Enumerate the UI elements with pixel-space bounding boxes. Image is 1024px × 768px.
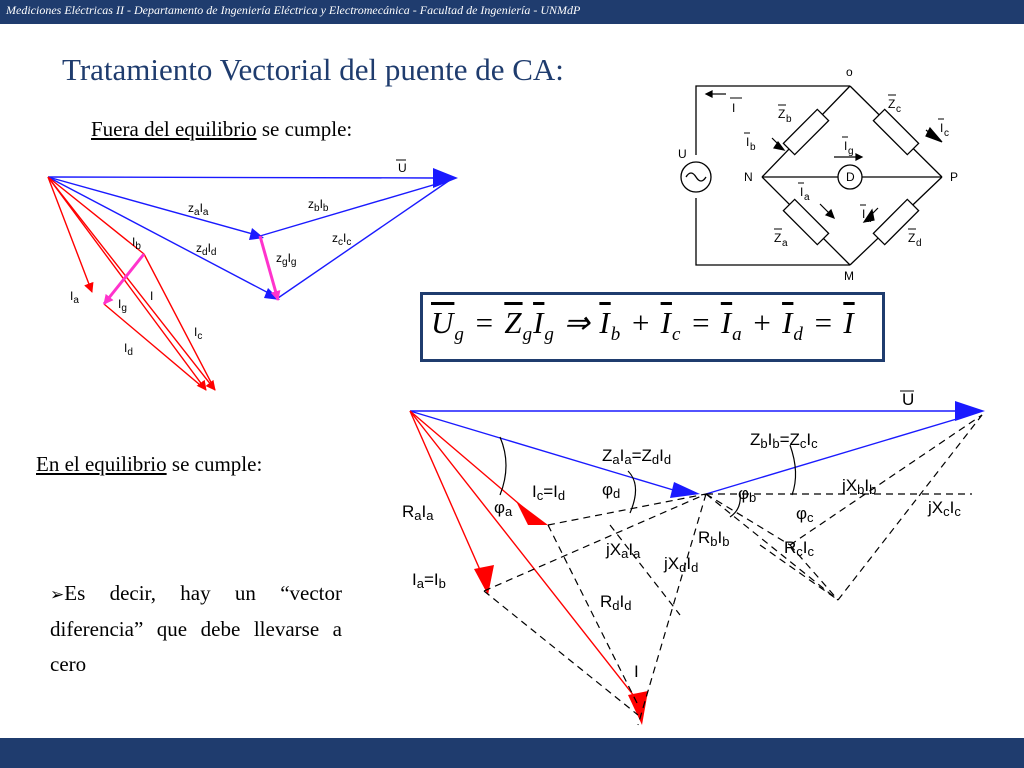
current-I-label: I bbox=[732, 101, 736, 115]
d1-zgIg-label: $z_gI_g$ bbox=[276, 251, 297, 268]
svg-text:a: a bbox=[804, 192, 810, 203]
d1-ia-label: $I_a$ bbox=[70, 289, 79, 306]
node-p-label: P bbox=[950, 170, 959, 184]
svg-text:b: b bbox=[750, 142, 756, 153]
header-text: Mediciones Eléctricas II - Departamento de Ingeniería Eléctrica y Electromecánica - Facultad de Ingeniería - UNMdP bbox=[6, 3, 581, 17]
d2-jXcIc-label: jXcIc bbox=[928, 498, 961, 519]
d2-U-label: U bbox=[902, 390, 915, 409]
d2-rbIb-label: RbIb bbox=[698, 528, 730, 549]
bridge-circuit bbox=[660, 60, 960, 290]
phasor-diagram-unbalanced bbox=[40, 150, 470, 410]
detector-label: D bbox=[846, 170, 855, 184]
d1-ic-label: $I_c$ bbox=[194, 325, 203, 342]
phasor-diagram-balanced bbox=[380, 385, 1000, 730]
svg-text:d: d bbox=[916, 238, 922, 249]
d1-zcIc-label: $z_cI_c$ bbox=[332, 231, 352, 248]
d1-I-label: I bbox=[150, 289, 154, 303]
ia-label: I bbox=[800, 185, 804, 199]
d2-icId-label: Ic=Id bbox=[532, 482, 566, 503]
svg-text:g: g bbox=[848, 146, 854, 157]
d1-zdId-label: $z_dI_d$ bbox=[196, 241, 217, 258]
d1-ib-label: $I_b$ bbox=[132, 235, 141, 252]
u-label: U bbox=[678, 147, 687, 161]
node-o-label: o bbox=[846, 65, 853, 79]
fuera-underlined: Fuera del equilibrio bbox=[91, 117, 257, 141]
d2-I-label: I bbox=[634, 662, 639, 681]
d2-jXbIb-label: jXbIb bbox=[842, 476, 877, 497]
slide-title: Tratamiento Vectorial del puente de CA: bbox=[62, 52, 564, 87]
d2-rcIc-label: RcIc bbox=[784, 538, 815, 559]
d2-phi-b-label: φb bbox=[738, 484, 757, 505]
node-n-label: N bbox=[744, 170, 753, 184]
svg-text:d: d bbox=[866, 214, 872, 225]
node-m-label: M bbox=[844, 269, 854, 283]
formula-box bbox=[420, 292, 885, 362]
id-label: I bbox=[862, 207, 866, 221]
d2-raIa-label: RaIa bbox=[402, 502, 434, 523]
formula: $\overline{U}_g = \overline{Z}_g\overline{I}_g$ ⇒ $\overline{I}_b + \overline{I}_c = \overline{I}_a + \overline{I}_d = \overline{I}$ bbox=[431, 305, 855, 346]
svg-text:c: c bbox=[896, 104, 901, 115]
ic-label: I bbox=[940, 121, 944, 135]
header-bar bbox=[0, 0, 1024, 24]
d2-phi-d-label: φd bbox=[602, 480, 621, 501]
d2-jXdId-label: jXdId bbox=[664, 554, 699, 575]
note-text: Es decir, hay un “vector diferencia” que debe llevarse a cero bbox=[50, 581, 342, 676]
d2-phi-c-label: φc bbox=[796, 504, 814, 525]
d1-ig-label: $I_g$ bbox=[118, 297, 127, 314]
ib-label: I bbox=[746, 135, 750, 149]
d1-id-label: $I_d$ bbox=[124, 341, 133, 358]
equilibrio-line bbox=[36, 452, 262, 477]
bullet-arrow-icon: ➢ bbox=[50, 585, 65, 604]
d2-rdId-label: RdId bbox=[600, 592, 632, 613]
d1-zaIa-label: $z_aI_a$ bbox=[188, 201, 209, 218]
d1-zbIb-label: $z_bI_b$ bbox=[308, 197, 329, 214]
svg-text:a: a bbox=[782, 238, 788, 249]
fuera-rest: se cumple: bbox=[256, 117, 353, 141]
d2-zbIb-eq-label: ZbIb=ZcIc bbox=[750, 430, 818, 451]
d2-jXaIa-label: jXaIa bbox=[606, 540, 641, 561]
note-paragraph bbox=[50, 576, 342, 682]
fuera-line bbox=[91, 117, 352, 142]
za-label: Z bbox=[774, 231, 782, 245]
footer-bar bbox=[0, 738, 1024, 768]
d1-U-label: U bbox=[398, 161, 407, 175]
zd-label: Z bbox=[908, 231, 916, 245]
zc-label: Z bbox=[888, 97, 896, 111]
svg-text:b: b bbox=[786, 114, 792, 125]
d2-iaIb-label: Ia=Ib bbox=[412, 570, 446, 591]
svg-text:c: c bbox=[944, 128, 949, 139]
d2-phi-a-label: φa bbox=[494, 498, 513, 519]
equilibrio-underlined: En el equilibrio bbox=[36, 452, 167, 476]
equilibrio-rest: se cumple: bbox=[166, 452, 263, 476]
ig-label: I bbox=[844, 139, 848, 153]
d2-zaIa-eq-label: ZaIa=ZdId bbox=[602, 446, 672, 467]
zb-label: Z bbox=[778, 107, 786, 121]
